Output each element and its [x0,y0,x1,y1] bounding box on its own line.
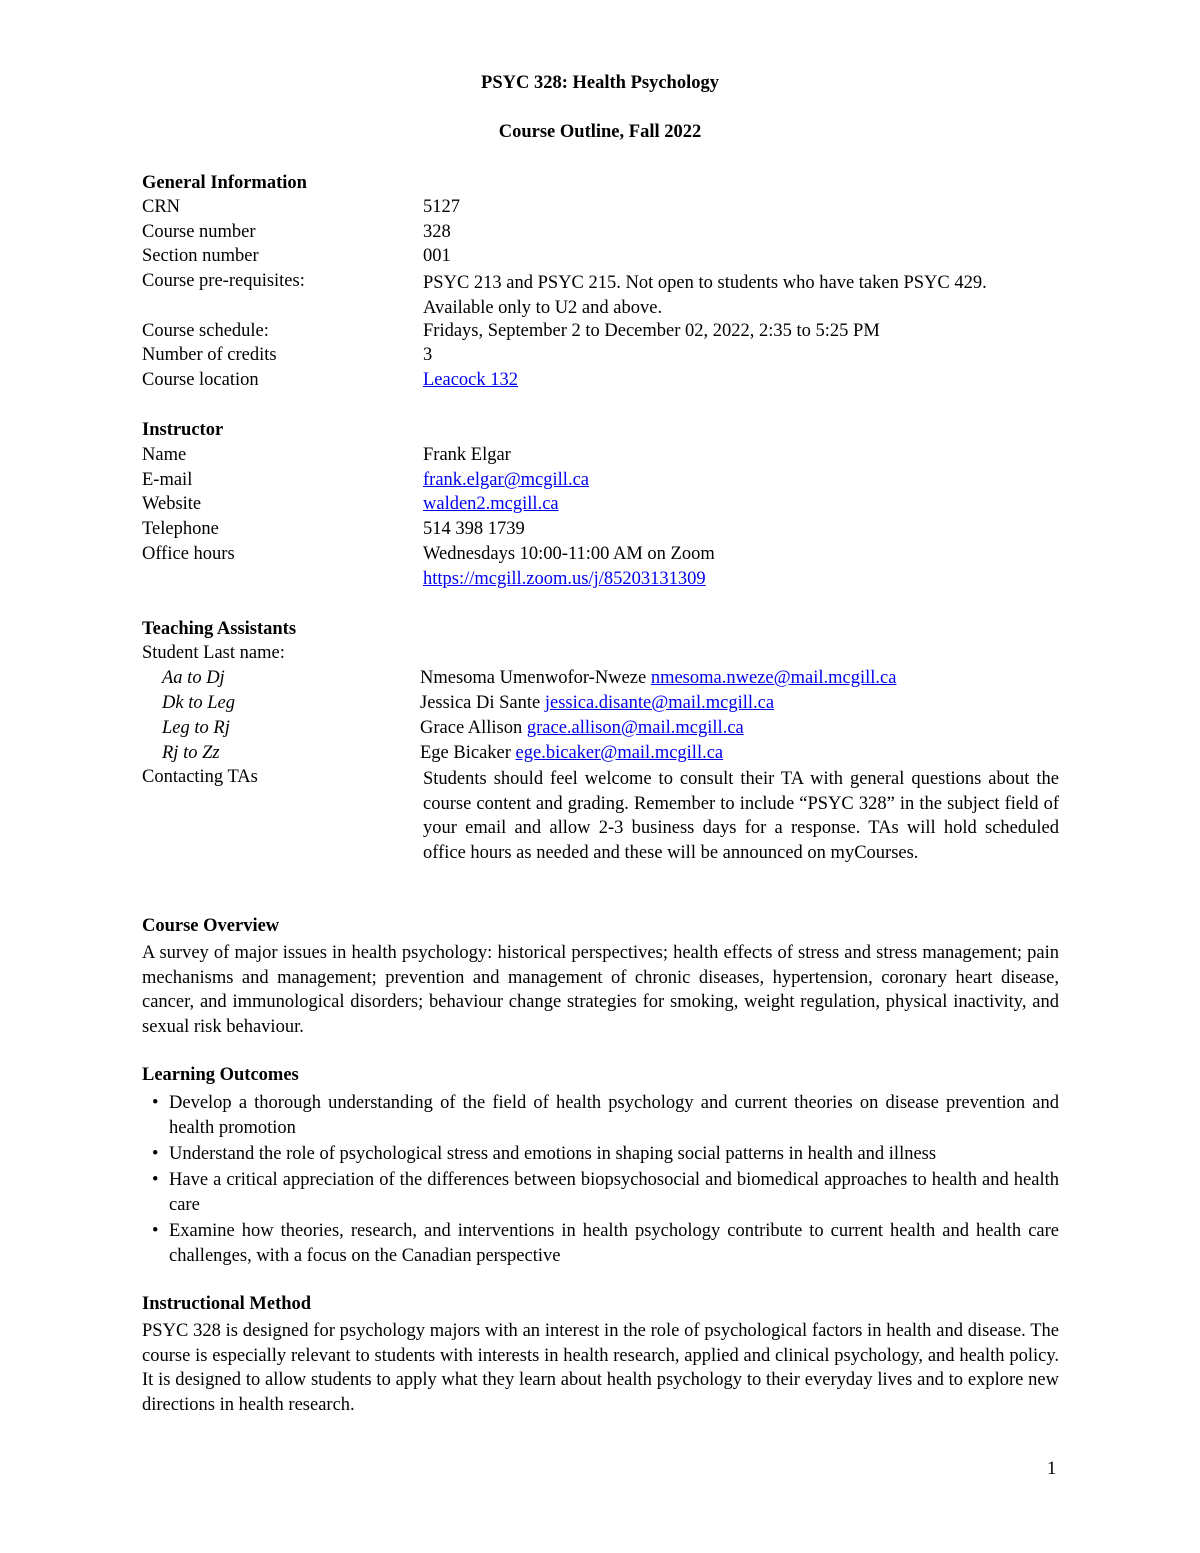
crn-label: CRN [142,197,181,217]
outcome-text: Have a critical appreciation of the differences between biopsychosocial and biomedical approaches to health and health care [169,1170,1059,1215]
overview-heading: Course Overview [142,916,280,936]
outcome-item [142,1091,1059,1140]
ta-range-3: Leg to Rj [162,718,230,738]
page-number: 1 [1047,1459,1057,1479]
outcome-item [142,1142,1059,1167]
document-title: PSYC 328: Health Psychology [481,73,719,93]
ta-heading: Teaching Assistants [142,619,297,639]
bullet-icon: • [152,1093,159,1113]
section-number-value: 001 [423,246,451,266]
contacting-tas-label: Contacting TAs [142,767,258,787]
ta-range-2: Dk to Leg [162,693,235,713]
instructor-website-link[interactable]: walden2.mcgill.ca [423,494,559,514]
prerequisites-value: PSYC 213 and PSYC 215. Not open to students who have taken PSYC 429. Available only to U2 and above. [423,273,987,318]
document-subtitle: Course Outline, Fall 2022 [498,122,702,142]
ta-range-4: Rj to Zz [162,743,220,763]
instructor-telephone-label: Telephone [142,519,219,539]
course-number-value: 328 [423,222,451,242]
zoom-link[interactable]: https://mcgill.zoom.us/j/85203131309 [423,569,706,589]
ta-row-3 [420,718,744,739]
course-number-label: Course number [142,222,256,242]
ta-row-2 [420,693,774,714]
instructor-name-label: Name [142,445,187,465]
ta-name-4: Ege Bicaker [420,743,511,763]
overview-text: A survey of major issues in health psychology: historical perspectives; health effects of stress and stress management; pain mechanisms and management; prevention and management of chronic diseases, hypertension, coronary heart disease, cancer, and immunological disorders; behaviour change strategies for smoking, weight regulation, physical inactivity, and sexual risk behaviour. [142,943,1059,1038]
outcome-text: Develop a thorough understanding of the field of health psychology and current theories on disease prevention and health promotion [169,1093,1059,1138]
ta-row-1 [420,668,896,689]
ta-email-link-1[interactable]: nmesoma.nweze@mail.mcgill.ca [650,668,897,688]
schedule-label: Course schedule: [142,321,269,341]
ta-email-link-3[interactable]: grace.allison@mail.mcgill.ca [526,718,744,738]
instructor-name-value: Frank Elgar [423,445,511,465]
credits-value: 3 [423,345,433,365]
instructor-email-label: E-mail [142,470,193,490]
instructor-email-link[interactable]: frank.elgar@mcgill.ca [423,470,589,490]
general-info-heading: General Information [142,173,307,193]
contacting-tas-text: Students should feel welcome to consult their TA with general questions about the course content and grading. Remember to include “PSYC 328” in the subject field of your email and allow 2-3 business days for a response. TAs will hold scheduled office hours as needed and these will be announced on myCourses. [423,769,1059,864]
instructor-heading: Instructor [142,420,224,440]
location-label: Course location [142,370,259,390]
method-heading: Instructional Method [142,1294,312,1314]
ta-email-link-4[interactable]: ege.bicaker@mail.mcgill.ca [515,743,724,763]
outcomes-list [142,1091,1059,1270]
student-last-name-label: Student Last name: [142,643,285,663]
outcome-text: Understand the role of psychological stress and emotions in shaping social patterns in health and illness [169,1143,937,1164]
method-text: PSYC 328 is designed for psychology majors with an interest in the role of psychological factors in health and disease. The course is especially relevant to students with interests in health research, applied and clinical psychology, and health policy. It is designed to allow students to apply what they learn about health psychology to their everyday lives and to explore new directions in health research. [142,1321,1059,1416]
outcomes-heading: Learning Outcomes [142,1065,299,1085]
ta-name-3: Grace Allison [420,718,523,738]
office-hours-value: Wednesdays 10:00-11:00 AM on Zoom [423,544,715,564]
bullet-icon: • [152,1143,159,1164]
schedule-value: Fridays, September 2 to December 02, 2022, 2:35 to 5:25 PM [423,321,880,341]
instructor-website-label: Website [142,494,202,514]
ta-range-1: Aa to Dj [162,668,225,688]
instructor-telephone-value: 514 398 1739 [423,519,525,539]
credits-label: Number of credits [142,345,277,365]
ta-name-1: Nmesoma Umenwofor-Nweze [420,668,647,688]
ta-email-link-2[interactable]: jessica.disante@mail.mcgill.ca [544,693,775,713]
outcome-text: Examine how theories, research, and interventions in health psychology contribute to current health and health care challenges, with a focus on the Canadian perspective [169,1221,1059,1266]
bullet-icon: • [152,1221,159,1242]
outcome-item [142,1168,1059,1217]
office-hours-label: Office hours [142,544,235,564]
ta-name-2: Jessica Di Sante [420,693,541,713]
outcome-item [142,1219,1059,1268]
location-link[interactable]: Leacock 132 [423,370,519,390]
prerequisites-label: Course pre-requisites: [142,271,305,291]
ta-row-4 [420,743,723,764]
section-number-label: Section number [142,246,259,266]
crn-value: 5127 [423,197,460,217]
bullet-icon: • [152,1170,159,1191]
